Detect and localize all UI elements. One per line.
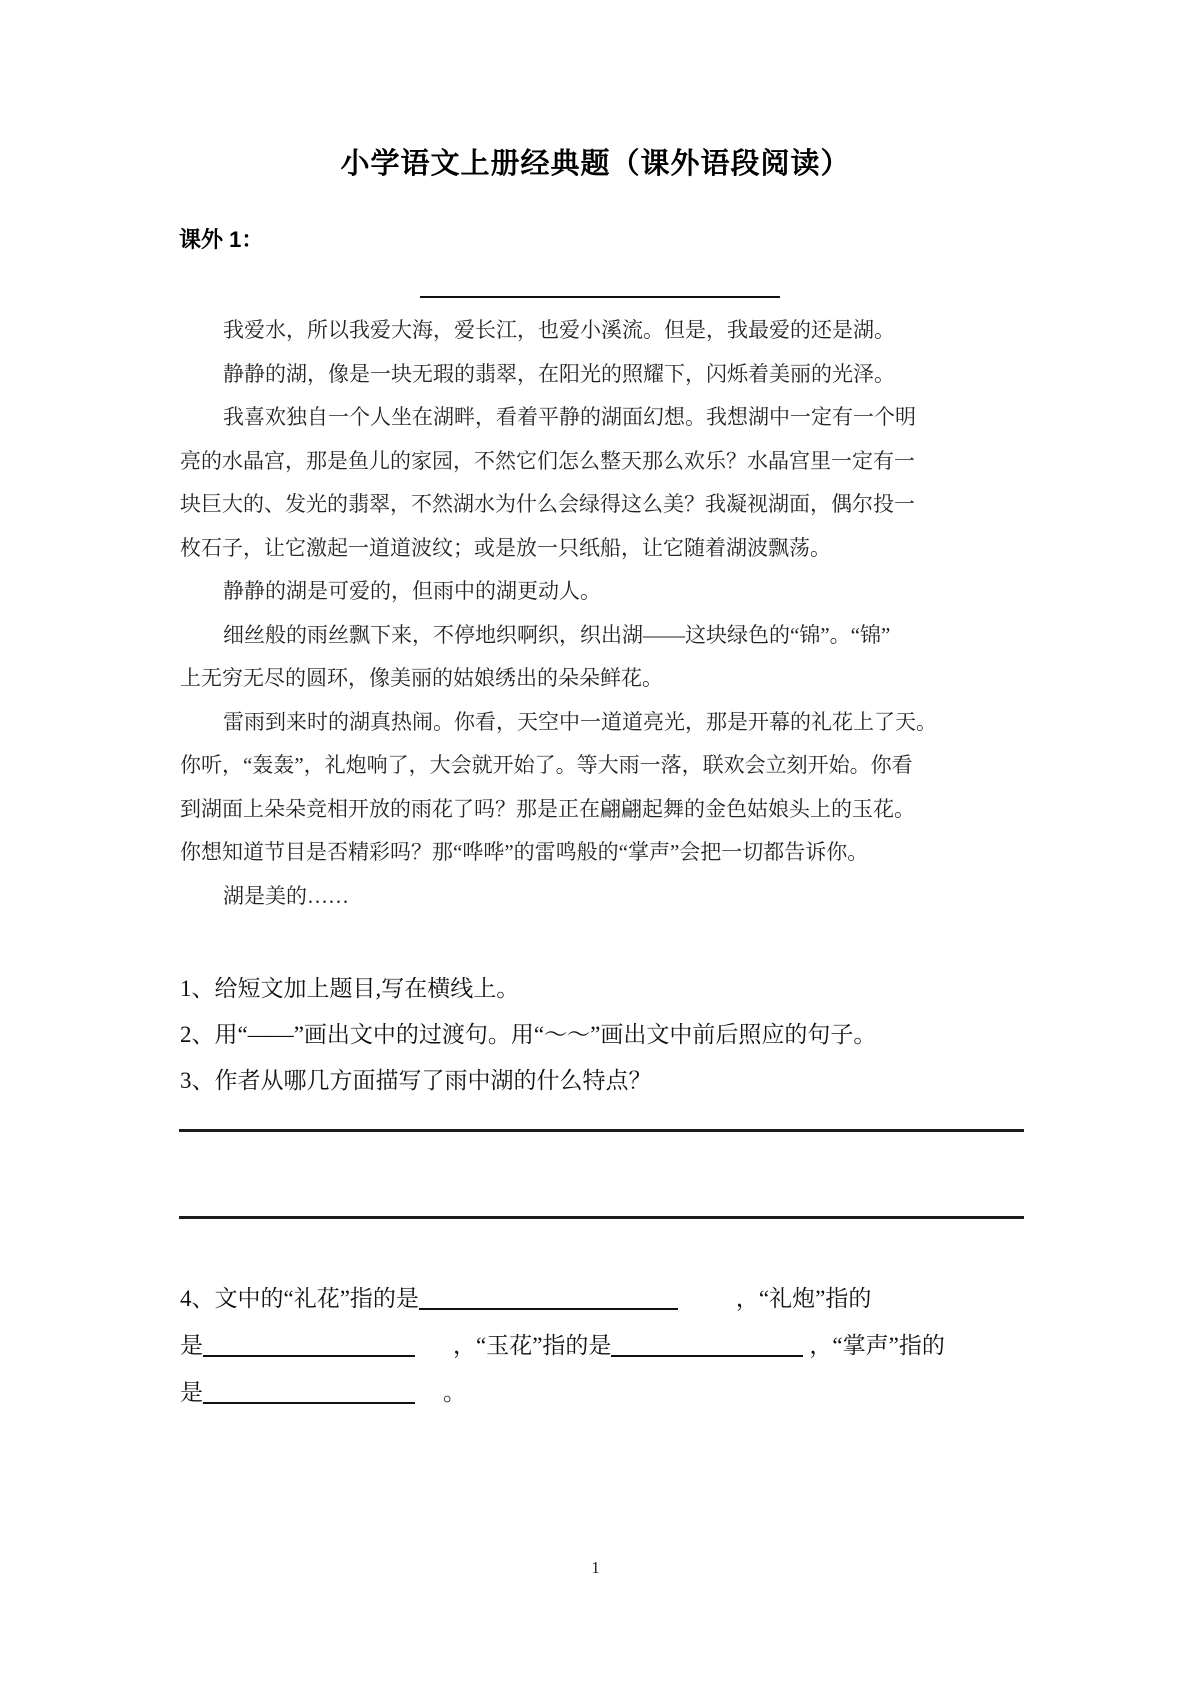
page-number: 1	[591, 1558, 600, 1577]
page-title: 小学语文上册经典题（课外语段阅读）	[340, 148, 851, 180]
fill-in-blank	[203, 1388, 415, 1404]
passage-line: 静静的湖是可爱的，但雨中的湖更动人。	[223, 579, 601, 603]
passage-line: 雷雨到来时的湖真热闹。你看，天空中一道道亮光，那是开幕的礼花上了天。	[223, 709, 937, 734]
fill-in-blank	[203, 1341, 415, 1357]
question-4-text: ，“礼炮”指的	[735, 1286, 872, 1311]
question-4	[180, 1275, 1040, 1416]
fill-in-blank	[419, 1294, 678, 1310]
passage-line: 我爱水，所以我爱大海，爱长江，也爱小溪流。但是，我最爱的还是湖。	[223, 318, 895, 342]
passage-line: 到湖面上朵朵竞相开放的雨花了吗？那是正在翩翩起舞的金色姑娘头上的玉花。	[180, 796, 915, 821]
question-4-text: 是	[180, 1333, 203, 1358]
fill-in-blank	[611, 1341, 803, 1357]
question-list	[180, 966, 1030, 1104]
section-label: 课外 1：	[179, 227, 264, 252]
question-4-text: 4、文中的“礼花”指的是	[180, 1286, 419, 1311]
passage-line: 细丝般的雨丝飘下来，不停地织啊织，织出湖——这块绿色的“锦”。“锦”	[223, 622, 891, 647]
question-1: 1、给短文加上题目,写在横线上。	[180, 976, 520, 1001]
passage-line: 亮的水晶宫，那是鱼儿的家园，不然它们怎么整天那么欢乐？水晶宫里一定有一	[180, 448, 915, 473]
passage-line: 上无穷无尽的圆环，像美丽的姑娘绣出的朵朵鲜花。	[180, 666, 663, 690]
question-4-text: ，“玉花”指的是	[453, 1333, 612, 1358]
question-3: 3、作者从哪几方面描写了雨中湖的什么特点？	[180, 1068, 652, 1093]
question-4-text: 。	[443, 1380, 466, 1405]
passage-line: 你想知道节目是否精彩吗？那“哗哗”的雷鸣般的“掌声”会把一切都告诉你。	[180, 840, 869, 864]
passage-line: 我喜欢独自一个人坐在湖畔，看着平静的湖面幻想。我想湖中一定有一个明	[223, 405, 916, 429]
question-4-text: 是	[180, 1380, 203, 1405]
answer-writing-line	[179, 1216, 1024, 1219]
passage-line: 枚石子，让它激起一道道波纹；或是放一只纸船，让它随着湖波飘荡。	[180, 535, 831, 560]
answer-writing-line	[179, 1129, 1024, 1132]
passage-line: 块巨大的、发光的翡翠，不然湖水为什么会绿得这么美？我凝视湖面，偶尔投一	[180, 492, 915, 516]
question-2: 2、用“——”画出文中的过渡句。用“～～”画出文中前后照应的句子。	[180, 1022, 877, 1047]
passage-line: 湖是美的……	[223, 883, 349, 908]
reading-passage	[180, 309, 1030, 918]
question-4-text: ，“掌声”指的	[809, 1333, 945, 1358]
passage-line: 静静的湖，像是一块无瑕的翡翠，在阳光的照耀下，闪烁着美丽的光泽。	[223, 361, 895, 386]
passage-line: 你听，“轰轰”，礼炮响了，大会就开始了。等大雨一落，联欢会立刻开始。你看	[180, 753, 913, 777]
passage-title-blank-line	[420, 296, 780, 298]
